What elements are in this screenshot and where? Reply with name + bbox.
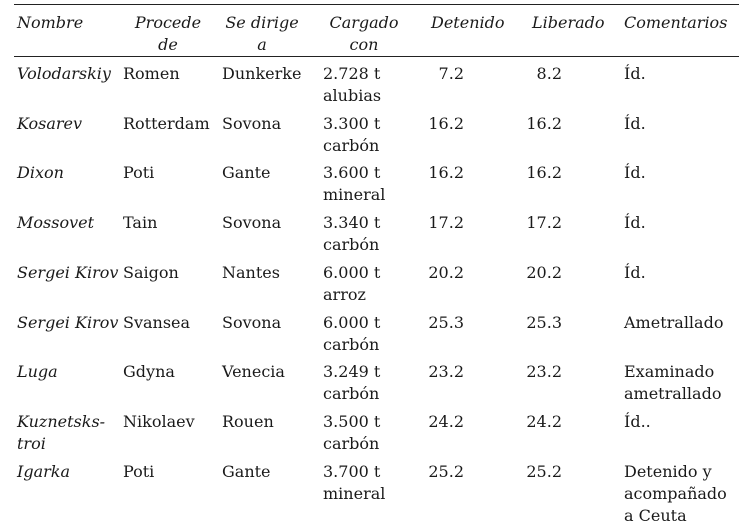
cell-procede: Saigon	[123, 263, 179, 282]
cell-liberado: 17.2	[526, 213, 562, 232]
cell-detenido: 16.2	[428, 114, 464, 133]
cell-nombre: Kuznetsks-troi	[17, 412, 106, 453]
cell-dirige: Nantes	[222, 263, 280, 282]
cell-cargado-amount: 6.000 t	[323, 263, 381, 282]
cell-liberado: 23.2	[526, 362, 562, 381]
top-rule	[14, 4, 739, 5]
cell-cargado-amount: 3.700 t	[323, 462, 381, 481]
cell-procede: Rotterdam	[123, 114, 210, 133]
header-liberado: Liberado	[532, 13, 605, 32]
cell-comentarios: Detenido y acompañado a Ceuta	[624, 462, 727, 525]
cell-comentarios: Ametrallado	[624, 313, 724, 332]
cell-cargado-type: mineral	[323, 185, 386, 204]
header-nombre: Nombre	[17, 13, 84, 32]
cell-cargado-type: arroz	[323, 285, 366, 304]
cell-procede: Nikolaev	[123, 412, 195, 431]
cell-dirige: Rouen	[222, 412, 274, 431]
cell-dirige: Sovona	[222, 114, 282, 133]
cell-detenido: 20.2	[428, 263, 464, 282]
cell-liberado: 20.2	[526, 263, 562, 282]
cell-detenido: 25.2	[428, 462, 464, 481]
cell-procede: Poti	[123, 462, 155, 481]
cell-liberado: 16.2	[526, 114, 562, 133]
cell-nombre: Luga	[17, 362, 58, 381]
header-detenido: Detenido	[431, 13, 505, 32]
cell-detenido: 17.2	[428, 213, 464, 232]
cell-cargado-amount: 3.500 t	[323, 412, 381, 431]
cell-liberado: 25.2	[526, 462, 562, 481]
cell-nombre: Mossovet	[17, 213, 95, 232]
cell-cargado-amount: 3.600 t	[323, 163, 381, 182]
cell-procede: Svansea	[123, 313, 191, 332]
cell-dirige: Gante	[222, 163, 271, 182]
cell-procede: Romen	[123, 64, 180, 83]
cell-procede: Tain	[123, 213, 158, 232]
cell-detenido: 25.3	[428, 313, 464, 332]
header-rule	[14, 56, 739, 57]
cell-comentarios: Íd.	[624, 64, 646, 83]
cell-cargado-type: carbón	[323, 136, 380, 155]
cell-comentarios: Íd.	[624, 163, 646, 182]
cell-comentarios: Íd.	[624, 114, 646, 133]
cell-liberado: 8.2	[536, 64, 562, 83]
cell-liberado: 24.2	[526, 412, 562, 431]
cell-cargado-amount: 3.340 t	[323, 213, 381, 232]
header-comentarios: Comentarios	[624, 13, 728, 32]
cell-detenido: 24.2	[428, 412, 464, 431]
cell-comentarios: Examinado ametrallado	[624, 362, 722, 403]
cell-dirige: Gante	[222, 462, 271, 481]
cell-comentarios: Íd.	[624, 213, 646, 232]
cell-dirige: Sovona	[222, 213, 282, 232]
cell-cargado-type: carbón	[323, 335, 380, 354]
cell-cargado-amount: 6.000 t	[323, 313, 381, 332]
cell-detenido: 16.2	[428, 163, 464, 182]
cell-cargado-type: mineral	[323, 484, 386, 503]
cell-nombre: Kosarev	[17, 114, 83, 133]
header-dirige: Se dirige a	[225, 13, 299, 54]
cell-cargado-type: carbón	[323, 235, 380, 254]
cell-liberado: 16.2	[526, 163, 562, 182]
cell-nombre: Sergei Kirov	[17, 263, 119, 282]
cell-detenido: 23.2	[428, 362, 464, 381]
cell-procede: Poti	[123, 163, 155, 182]
header-cargado: Cargado con	[329, 13, 399, 54]
cell-cargado-amount: 3.249 t	[323, 362, 381, 381]
cell-cargado-type: carbón	[323, 384, 380, 403]
header-procede: Procede de	[134, 13, 202, 54]
cell-procede: Gdyna	[123, 362, 175, 381]
cell-nombre: Dixon	[17, 163, 64, 182]
cell-dirige: Sovona	[222, 313, 282, 332]
cell-cargado-type: carbón	[323, 434, 380, 453]
cell-cargado-amount: 3.300 t	[323, 114, 381, 133]
cell-detenido: 7.2	[438, 64, 464, 83]
cell-nombre: Sergei Kirov	[17, 313, 119, 332]
cell-cargado-type: alubias	[323, 86, 382, 105]
cell-nombre: Volodarskiy	[17, 64, 111, 83]
cell-comentarios: Íd..	[624, 412, 651, 431]
cell-nombre: Igarka	[17, 462, 70, 481]
cell-cargado-amount: 2.728 t	[323, 64, 381, 83]
cell-dirige: Venecia	[222, 362, 285, 381]
cell-liberado: 25.3	[526, 313, 562, 332]
cell-comentarios: Íd.	[624, 263, 646, 282]
cell-dirige: Dunkerke	[222, 64, 302, 83]
